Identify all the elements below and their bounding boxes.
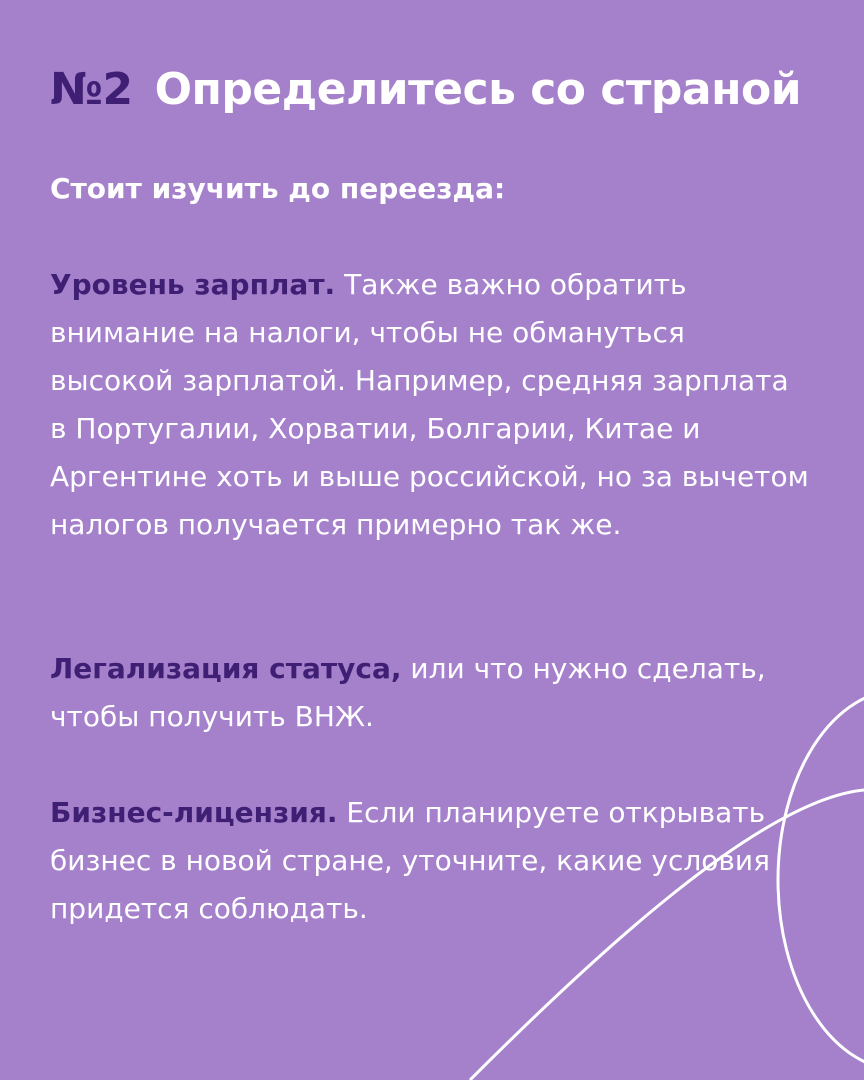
- paragraph-legalization: [50, 645, 810, 741]
- slide-title: [50, 58, 801, 122]
- paragraph-business-license: [50, 789, 810, 933]
- slide-subtitle: Стоит изучить до переезда:: [50, 172, 506, 205]
- paragraph-text: Если планируете открывать бизнес в новой стране, уточните, какие условия придется соблюдать.: [50, 796, 770, 925]
- paragraph-text: или что нужно сделать, чтобы получить ВНЖ.: [50, 652, 766, 733]
- paragraph-lead: Бизнес-лицензия.: [50, 796, 338, 829]
- paragraph-salary: [50, 261, 810, 549]
- paragraph-text: Также важно обратить внимание на налоги, чтобы не обмануться высокой зарплатой. Например, средняя зарплата в Португалии, Хорватии, Болгарии, Китае и Аргентине хоть и выше российской, но за вычетом налогов получается примерно так же.: [50, 268, 809, 541]
- slide-heading: Определитесь со страной: [154, 64, 802, 115]
- slide-number: №2: [50, 64, 133, 115]
- paragraph-lead: Уровень зарплат.: [50, 268, 336, 301]
- paragraph-lead: Легализация статуса,: [50, 652, 402, 685]
